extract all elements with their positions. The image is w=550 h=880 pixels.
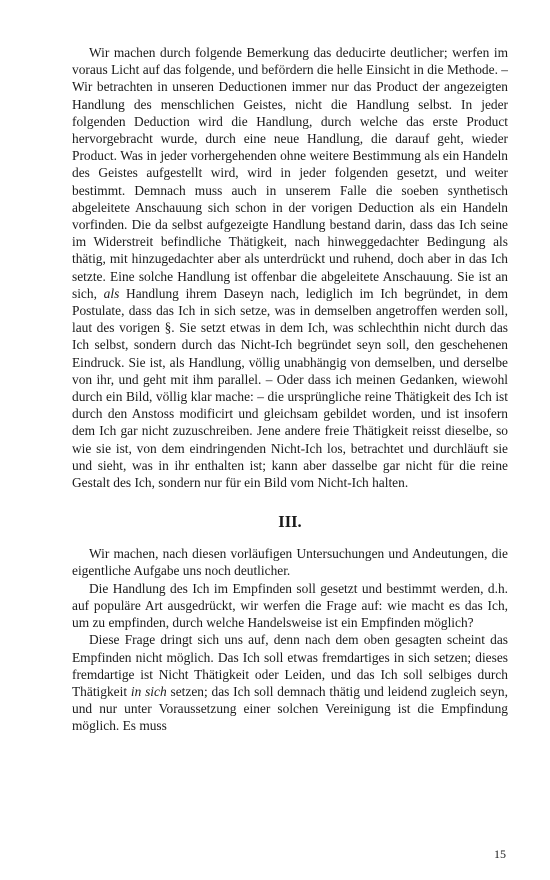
text-run: Die Handlung des Ich im Empfinden soll gesetzt und bestimmt werden, d.h. auf populäre Art ausgedrückt, wir werfen die Frage auf: wie macht es das Ich, um zu empfinden, durch welche Handelsweise ist ein Empfinden möglich?: [72, 580, 508, 631]
paragraph: [72, 580, 508, 632]
text-run: setzen; das Ich soll demnach thätig und leidend zugleich seyn, und nur unter Voraussetzung einer solchen Vereinigung ist die Empfindung möglich. Es muss: [72, 683, 508, 734]
section-heading: III.: [278, 512, 302, 532]
text-run: Handlung ihrem Daseyn nach, lediglich im Ich begründet, in dem Postulate, dass das Ich in sich setze, was in demselben angetroffen werden soll, laut des vorigen §. Sie setzt etwas in dem Ich, was schlechthin nicht durch das Ich selbst, sondern durch das Nicht-Ich begründet seyn soll, den geschehenen Eindruck. Sie ist, als Handlung, völlig unabhängig von demselben, und derselbe von ihr, und geht mit ihm parallel. – Oder dass ich meinen Gedanken, wiewohl durch ein Bild, völlig klar mache: – die ursprüngliche reine Thätigkeit des Ich ist durch den Anstoss modificirt und gleichsam gebildet worden, und ist insofern dem Ich gar nicht zuzuschreiben. Jene andere freie Thätigkeit reisst dieselbe, so wie sie ist, von dem eindringenden Nicht-Ich los, betrachtet und durchläuft sie und sieht, was in ihr enthalten ist; kann aber dasselbe gar nicht für die reine Gestalt des Ich, sondern nur für ein Bild vom Nicht-Ich halten.: [72, 285, 509, 491]
paragraph: [72, 44, 508, 491]
italic-run: in sich: [130, 683, 167, 699]
text-run: Diese Frage dringt sich uns auf, denn nach dem oben gesagten scheint das Empfinden nicht möglich. Das Ich soll etwas fremdartiges in sich setzen; dieses fremdartige ist Nicht Thätigkeit oder Leiden, und das Ich soll selbiges durch Thätigkeit: [72, 632, 508, 699]
paragraph: [72, 631, 508, 734]
text-block-after-heading: [72, 545, 508, 734]
page-body: [72, 44, 508, 735]
text-run: Wir machen, nach diesen vorläufigen Untersuchungen und Andeutungen, die eigentliche Aufgabe uns noch deutlicher.: [72, 546, 508, 579]
page-number: 15: [494, 847, 506, 861]
text-block-before-heading: [72, 44, 508, 491]
italic-run: als: [103, 285, 120, 301]
paragraph: [72, 545, 508, 579]
text-run: Wir machen durch folgende Bemerkung das deducirte deutlicher; werfen im voraus Licht auf das folgende, und befördern die helle Einsicht in die Methode. – Wir betrachten in unseren Deductionen immer nur das Product der angezeigten Handlung des menschlichen Geistes, nicht die Handlung selbst. In jeder folgenden Deduction wird die Handlung, durch welche das erste Product hervorgebracht wurde, durch eine neue Handlung, die darauf geht, wieder Product. Was in jeder vorhergehenden ohne weitere Bestimmung als ein Handeln des Geistes aufgestellt wird, wird in jeder folgenden gesetzt, und weiter bestimmt. Demnach muss auch in unserem Falle die soeben synthetisch abgeleitete Anschauung sich schon in der vorigen Deduction als ein Handeln vorfinden. Die da selbst aufgezeigte Handlung bestand darin, dass das Ich seine im Widerstreit befindliche Thätigkeit, nach hinweggedachter Bedingung als thätig, mit hinzugedachter aber als unterdrückt und ruhend, doch aber in das Ich setzte. Eine solche Handlung ist offenbar die abgeleitete Anschauung. Sie ist an sich,: [72, 45, 508, 301]
